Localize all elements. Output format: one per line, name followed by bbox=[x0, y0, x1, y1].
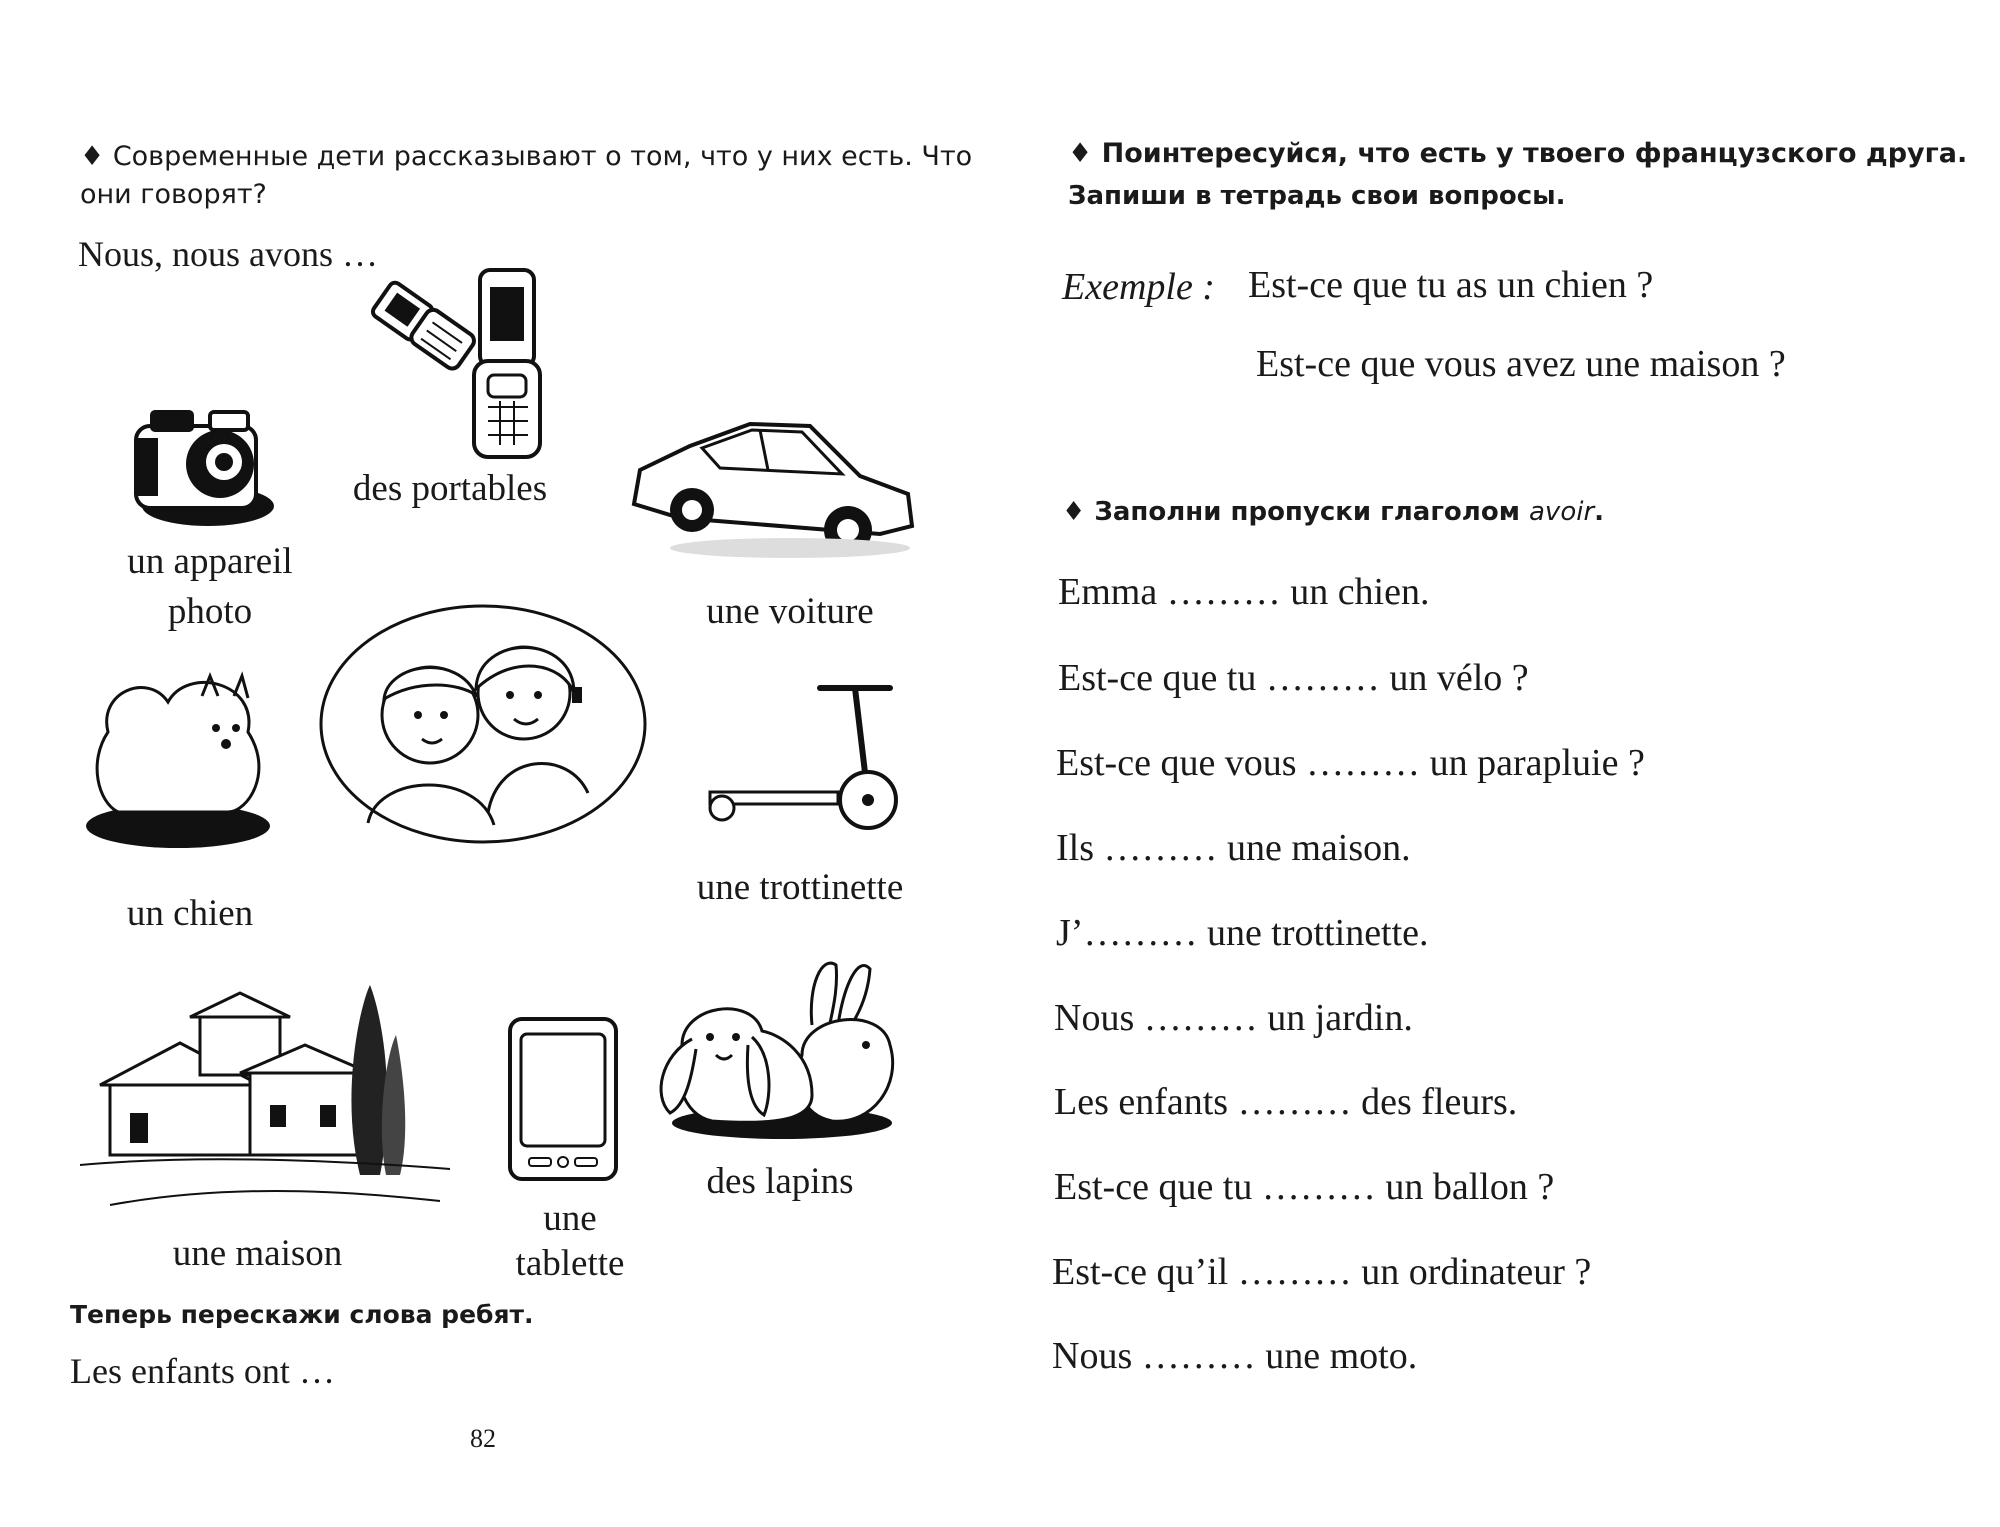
tablet-illustration bbox=[507, 1016, 619, 1182]
rabbits-illustration bbox=[652, 945, 914, 1141]
label-tablette-line1: une bbox=[543, 1198, 597, 1239]
exercise-sentence: Nous ……… un jardin. bbox=[1054, 997, 1413, 1039]
diamond-bullet-icon: ♦ bbox=[1062, 497, 1086, 527]
exercise-sentence: Emma ……… un chien. bbox=[1058, 571, 1430, 613]
right-instruction2-suffix: . bbox=[1594, 497, 1605, 527]
left-instruction-line1: Современные дети рассказывают о том, что у них есть. Что bbox=[112, 141, 973, 172]
exercise-sentence: Ils ……… une maison. bbox=[1056, 827, 1411, 869]
scooter-illustration bbox=[700, 678, 910, 850]
house-illustration bbox=[70, 975, 455, 1215]
exercise-sentence: Nous ……… une moto. bbox=[1052, 1335, 1418, 1377]
exercise-sentence: Est-ce que tu ……… un ballon ? bbox=[1054, 1166, 1555, 1208]
retell-instruction: Теперь перескажи слова ребят. bbox=[70, 1300, 534, 1329]
children-illustration bbox=[318, 603, 648, 845]
exercise-sentence: Les enfants ……… des fleurs. bbox=[1054, 1081, 1518, 1123]
label-portables: des portables bbox=[352, 468, 548, 509]
label-trottinette: une trottinette bbox=[696, 867, 904, 908]
phones-illustration bbox=[350, 265, 580, 465]
example-label: Exemple : bbox=[1062, 266, 1215, 308]
label-chien: un chien bbox=[126, 893, 254, 934]
retell-prompt: Les enfants ont … bbox=[70, 1351, 335, 1391]
exercise-sentence: Est-ce qu’il ……… un ordinateur ? bbox=[1052, 1251, 1592, 1293]
label-maison: une maison bbox=[172, 1233, 343, 1274]
exercise-sentence: J’……… une trottinette. bbox=[1056, 912, 1429, 954]
left-instruction bbox=[80, 137, 972, 177]
right-instruction2-verb: avoir bbox=[1529, 497, 1595, 527]
example-sentence-2: Est-ce que vous avez une maison ? bbox=[1256, 343, 1786, 385]
dog-illustration bbox=[78, 662, 278, 848]
label-voiture: une voiture bbox=[706, 591, 874, 632]
left-prompt: Nous, nous avons … bbox=[78, 234, 379, 274]
right-instruction1-line1: Поинтересуйся, что есть у твоего французского друга. bbox=[1101, 138, 1968, 169]
right-instruction1 bbox=[1068, 134, 1967, 174]
right-instruction1-line2: Запиши в тетрадь свои вопросы. bbox=[1068, 181, 1566, 211]
exercise-sentence: Est-ce que vous ……… un parapluie ? bbox=[1056, 742, 1645, 784]
right-instruction2-prefix: Заполни пропуски глаголом bbox=[1094, 497, 1529, 527]
label-appareil-line2: photo bbox=[167, 591, 253, 632]
label-lapins: des lapins bbox=[706, 1161, 854, 1202]
diamond-bullet-icon: ♦ bbox=[80, 141, 105, 172]
right-instruction2 bbox=[1062, 492, 1604, 532]
label-appareil-line1: un appareil bbox=[127, 541, 293, 582]
exercise-sentence: Est-ce que tu ……… un vélo ? bbox=[1058, 657, 1529, 699]
label-tablette-line2: tablette bbox=[515, 1243, 625, 1284]
left-instruction-line2: они говорят? bbox=[80, 179, 267, 210]
example-sentence-1: Est-ce que tu as un chien ? bbox=[1248, 264, 1654, 306]
diamond-bullet-icon: ♦ bbox=[1068, 138, 1093, 169]
page-number: 82 bbox=[470, 1424, 496, 1453]
camera-illustration bbox=[128, 398, 276, 530]
car-illustration bbox=[620, 408, 920, 564]
